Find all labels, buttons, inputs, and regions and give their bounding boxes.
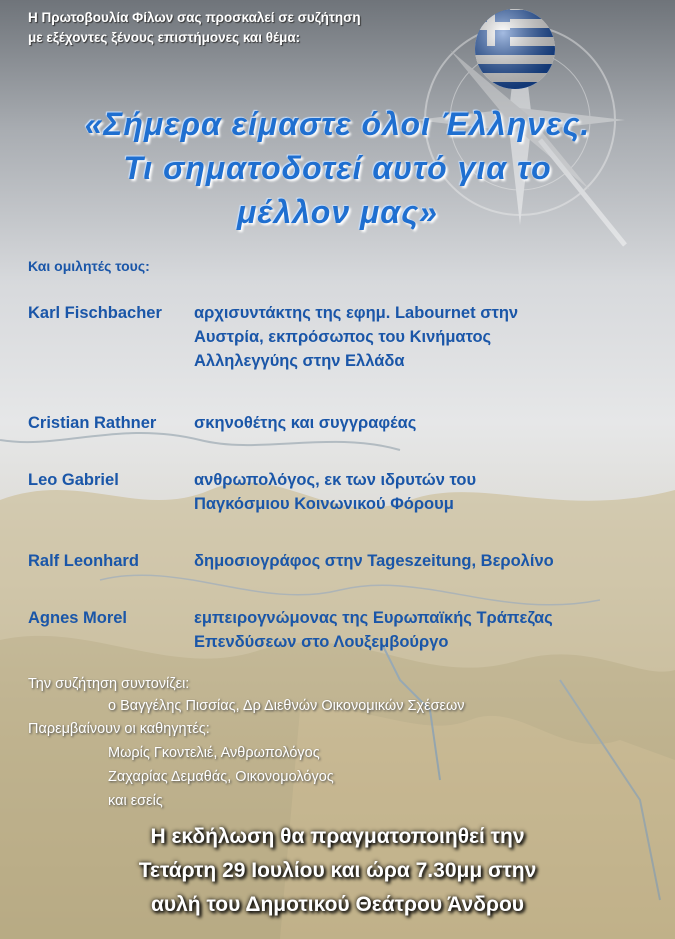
moderation-label: Την συζήτηση συντονίζει: [28,676,190,692]
speaker-name: Karl Fischbacher [28,304,162,322]
role-line: Επενδύσεων στο Λουξεμβούργο [194,633,449,651]
participant-name: και εσείς [108,793,163,809]
speaker-role [194,468,639,516]
event-title [0,102,675,234]
speaker-role [194,411,639,435]
speaker-name: Cristian Rathner [28,414,157,432]
details-line: αυλή του Δημοτικού Θεάτρου Άνδρου [150,893,524,916]
role-line: ανθρωπολόγος, εκ των ιδρυτών του [194,471,477,489]
intro-line: Η Πρωτοβουλία Φίλων σας προσκαλεί σε συζήτηση [28,10,361,25]
role-line: δημοσιογράφος στην Tageszeitung, Βερολίνο [194,552,554,570]
speaker-name: Agnes Morel [28,609,128,627]
participants-label: Παρεμβαίνουν οι καθηγητές: [28,721,210,737]
intro-text [28,8,448,48]
speaker-name: Ralf Leonhard [28,552,139,570]
event-details [0,820,675,922]
participant-name: Μωρίς Γκοντελιέ, Ανθρωπολόγος [108,745,320,761]
title-line: Τι σηματοδοτεί αυτό για το [123,150,552,186]
details-line: Τετάρτη 29 Ιουλίου και ώρα 7.30μμ στην [138,859,537,882]
role-line: εμπειρογνώμονας της Ευρωπαϊκής Τράπεζας [194,609,553,627]
speakers-heading: Και ομιλητές τους: [28,258,150,274]
details-line: Η εκδήλωση θα πραγματοποιηθεί την [150,825,525,848]
greek-flag-globe-icon [472,6,558,92]
role-line: Παγκόσμιου Κοινωνικού Φόρουμ [194,495,454,513]
moderator-name: ο Βαγγέλης Πισσίας, Δρ Διεθνών Οικονομικών Σχέσεων [108,698,465,714]
role-line: Αυστρία, εκπρόσωπος του Κινήματος [194,328,492,346]
speaker-name: Leo Gabriel [28,471,119,489]
title-line: «Σήμερα είμαστε όλοι Έλληνες. [84,106,591,142]
role-line: αρχισυντάκτης της εφημ. Labournet στην [194,304,519,322]
intro-line: με εξέχοντες ξένους επιστήμονες και θέμα: [28,30,301,45]
title-line: μέλλον μας» [237,194,438,230]
participant-name: Ζαχαρίας Δεμαθάς, Οικονομολόγος [108,769,334,785]
role-line: Αλληλεγγύης στην Ελλάδα [194,352,405,370]
speaker-role [194,549,639,573]
speaker-role [194,606,639,654]
speaker-role [194,301,639,373]
role-line: σκηνοθέτης και συγγραφέας [194,414,417,432]
